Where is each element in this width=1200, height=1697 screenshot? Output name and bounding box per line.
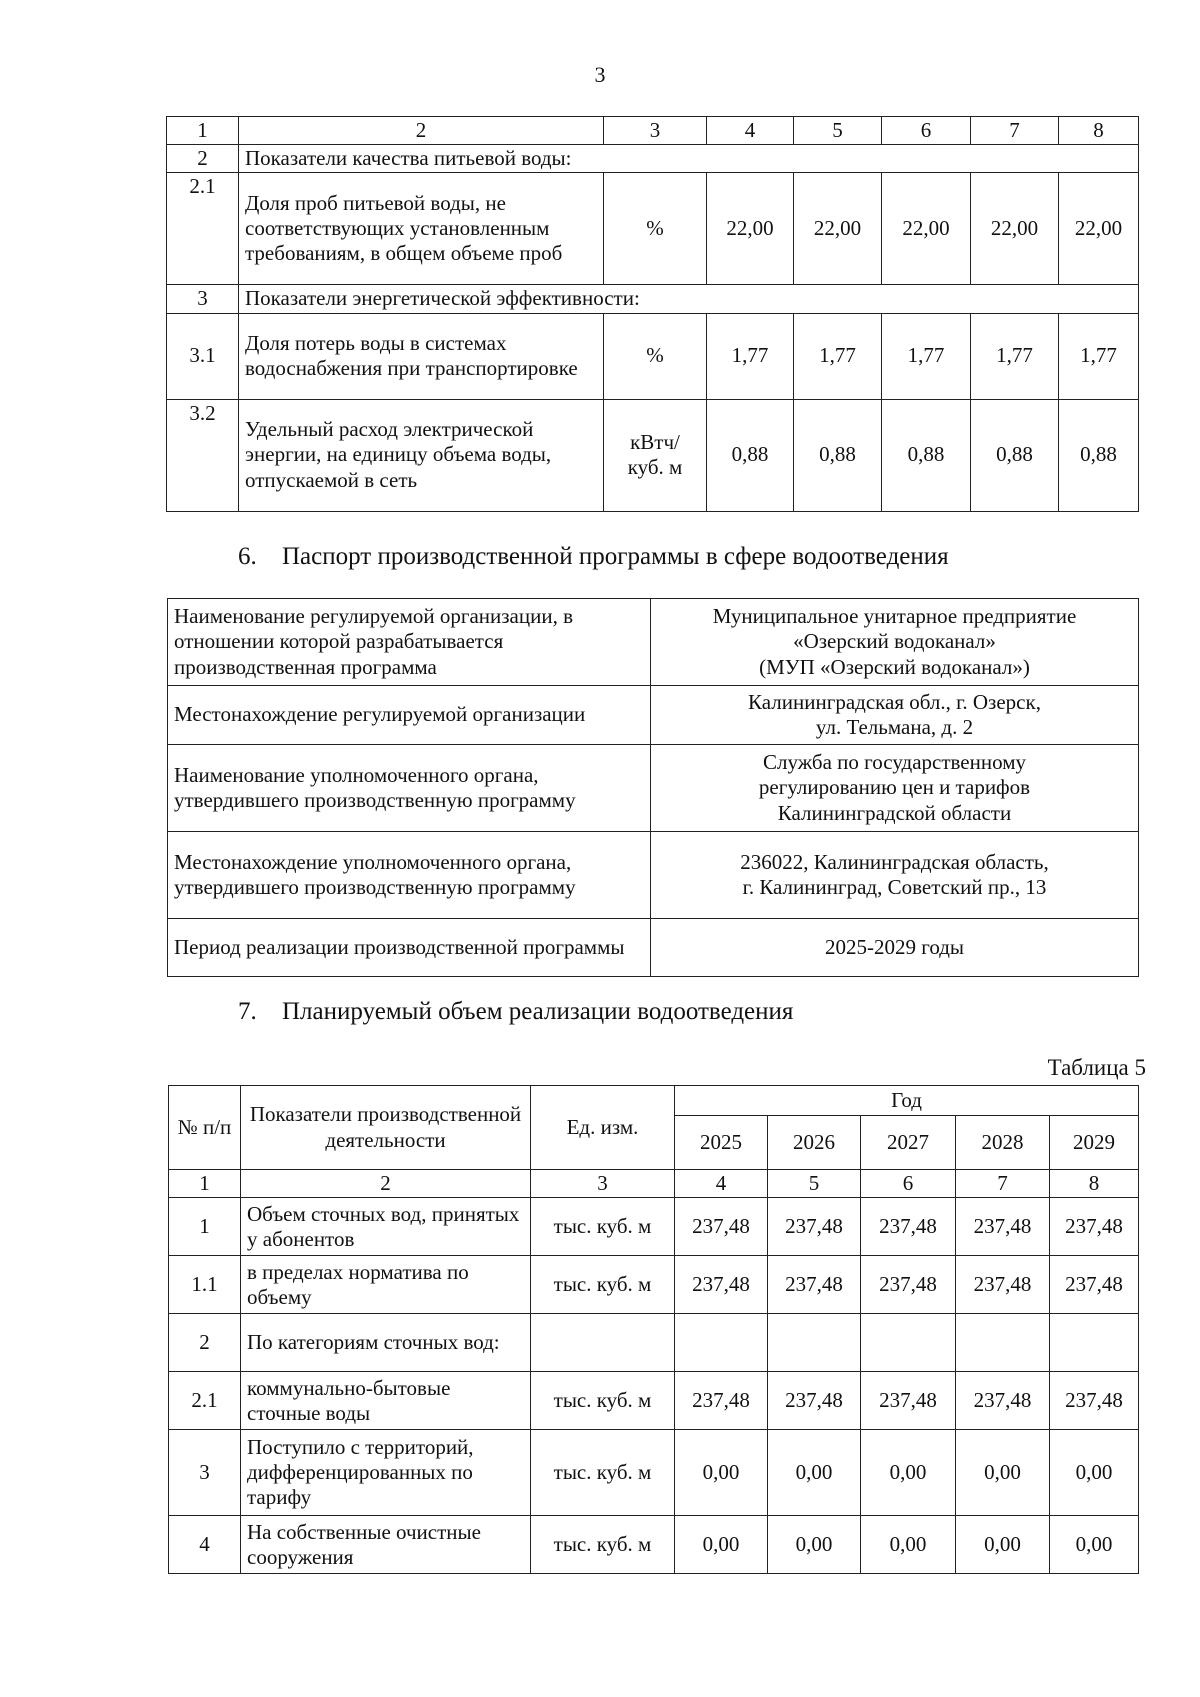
value-cell: 1,77 xyxy=(794,313,882,399)
value-cell: 237,48 xyxy=(1050,1256,1139,1314)
header-num: № п/п xyxy=(169,1086,241,1170)
value-cell: 0,00 xyxy=(768,1516,861,1574)
value-cell: 237,48 xyxy=(1050,1198,1139,1256)
indicator-name: коммунально-бытовые сточные воды xyxy=(241,1372,531,1430)
value-cell: 237,48 xyxy=(675,1372,768,1430)
table-row xyxy=(167,399,1139,511)
column-number-row xyxy=(167,117,1139,145)
table-row xyxy=(169,1372,1139,1430)
column-number: 3 xyxy=(604,117,707,145)
value-cell: 237,48 xyxy=(768,1198,861,1256)
value-cell: 0,00 xyxy=(675,1516,768,1574)
column-number: 2 xyxy=(241,1170,531,1198)
table-row xyxy=(167,313,1139,399)
value-cell: 1,77 xyxy=(971,313,1059,399)
column-number: 3 xyxy=(531,1170,675,1198)
table-row xyxy=(169,1430,1139,1516)
header-row xyxy=(169,1086,1139,1116)
passport-row xyxy=(168,832,1139,919)
unit: % xyxy=(604,173,707,285)
value-cell: 0,00 xyxy=(956,1516,1050,1574)
indicator-name: По категориям сточных вод: xyxy=(241,1314,531,1372)
row-number: 1 xyxy=(169,1198,241,1256)
passport-value xyxy=(651,832,1139,919)
column-number: 1 xyxy=(167,117,239,145)
passport-value xyxy=(651,745,1139,832)
value-cell: 237,48 xyxy=(675,1198,768,1256)
passport-row xyxy=(168,686,1139,745)
section-title: Паспорт производственной программы в сфере водоотведения xyxy=(282,543,949,570)
value-cell: 237,48 xyxy=(861,1256,956,1314)
indicator-name: в пределах норматива по объему xyxy=(241,1256,531,1314)
column-number: 4 xyxy=(675,1170,768,1198)
passport-value-line: 236022, Калининградская область, xyxy=(740,849,1049,874)
value-cell: 237,48 xyxy=(768,1372,861,1430)
section-title: Показатели энергетической эффективности: xyxy=(239,285,1139,313)
value-cell: 237,48 xyxy=(768,1256,861,1314)
row-number: 3.1 xyxy=(167,313,239,399)
table-caption: Таблица 5 xyxy=(1047,1055,1146,1080)
passport-label: Местонахождение уполномоченного органа, утвердившего производственную программу xyxy=(168,832,651,919)
value-cell: 237,48 xyxy=(861,1198,956,1256)
value-cell: 0,88 xyxy=(707,399,794,511)
table-row xyxy=(169,1314,1139,1372)
value-cell: 237,48 xyxy=(675,1256,768,1314)
passport-label: Наименование регулируемой организации, в отношении которой разрабатывается производственная программа xyxy=(168,599,651,686)
column-number: 2 xyxy=(239,117,604,145)
header-year: Год xyxy=(675,1086,1139,1116)
indicator-name: Доля потерь воды в системах водоснабжения при транспортировке xyxy=(239,313,604,399)
unit: тыс. куб. м xyxy=(531,1198,675,1256)
value-cell: 0,00 xyxy=(861,1430,956,1516)
row-number: 1.1 xyxy=(169,1256,241,1314)
row-number: 3 xyxy=(169,1430,241,1516)
section-title: Показатели качества питьевой воды: xyxy=(239,145,1139,173)
value-cell: 0,00 xyxy=(956,1430,1050,1516)
passport-label: Местонахождение регулируемой организации xyxy=(168,686,651,745)
value-cell: 0,88 xyxy=(971,399,1059,511)
passport-value xyxy=(651,686,1139,745)
column-number: 4 xyxy=(707,117,794,145)
passport-value-line: Служба по государственному xyxy=(762,750,1026,775)
section-number: 7. xyxy=(238,998,257,1025)
value-cell: 22,00 xyxy=(1059,173,1139,285)
passport-value-line: ул. Тельмана, д. 2 xyxy=(815,715,974,739)
unit: тыс. куб. м xyxy=(531,1516,675,1574)
passport-value-line: г. Калининград, Советский пр., 13 xyxy=(742,875,1047,899)
passport-value-line: Калининградская обл., г. Озерск, xyxy=(748,689,1041,714)
year-cell: 2025 xyxy=(675,1116,768,1170)
value-cell: 237,48 xyxy=(861,1372,956,1430)
indicator-name: Доля проб питьевой воды, не соответствующих установленным требованиям, в общем объеме проб xyxy=(239,173,604,285)
value-cell: 22,00 xyxy=(794,173,882,285)
table-row xyxy=(167,173,1139,285)
passport-value-line: 2025-2029 годы xyxy=(824,934,965,959)
page-number: 3 xyxy=(594,62,606,87)
value-cell: 0,00 xyxy=(768,1430,861,1516)
indicator-name: Объем сточных вод, принятых у абонентов xyxy=(241,1198,531,1256)
passport-value xyxy=(651,599,1139,686)
value-cell: 1,77 xyxy=(707,313,794,399)
section-row xyxy=(167,285,1139,313)
value-cell: 22,00 xyxy=(707,173,794,285)
value-cell xyxy=(675,1314,768,1372)
value-cell: 0,88 xyxy=(882,399,971,511)
passport-value xyxy=(651,919,1139,977)
value-cell: 1,77 xyxy=(882,313,971,399)
value-cell: 22,00 xyxy=(971,173,1059,285)
column-number: 8 xyxy=(1059,117,1139,145)
row-number: 2 xyxy=(169,1314,241,1372)
unit: тыс. куб. м xyxy=(531,1372,675,1430)
year-cell: 2027 xyxy=(861,1116,956,1170)
value-cell: 0,00 xyxy=(1050,1516,1139,1574)
column-number: 7 xyxy=(971,117,1059,145)
header-unit: Ед. изм. xyxy=(531,1086,675,1170)
value-cell xyxy=(1050,1314,1139,1372)
table-row xyxy=(169,1256,1139,1314)
section-heading-7 xyxy=(238,997,793,1027)
passport-value-line: «Озерский водоканал» xyxy=(793,629,996,654)
passport-table xyxy=(167,598,1139,977)
unit: % xyxy=(604,313,707,399)
table-row xyxy=(169,1516,1139,1574)
year-cell: 2028 xyxy=(956,1116,1050,1170)
indicator-name: Поступило с территорий, дифференцированных по тарифу xyxy=(241,1430,531,1516)
row-number: 2.1 xyxy=(169,1372,241,1430)
unit: тыс. куб. м xyxy=(531,1430,675,1516)
value-cell: 237,48 xyxy=(956,1372,1050,1430)
row-number: 3 xyxy=(167,285,239,313)
passport-value-line: регулированию цен и тарифов xyxy=(758,775,1031,800)
section-title: Планируемый объем реализации водоотведения xyxy=(282,998,794,1025)
indicator-name: На собственные очистные сооружения xyxy=(241,1516,531,1574)
column-number: 7 xyxy=(956,1170,1050,1198)
year-cell: 2026 xyxy=(768,1116,861,1170)
value-cell: 0,00 xyxy=(675,1430,768,1516)
header-indicator: Показатели производственной деятельности xyxy=(241,1086,531,1170)
section-number: 6. xyxy=(238,543,257,570)
value-cell: 0,00 xyxy=(861,1516,956,1574)
passport-label: Период реализации производственной программы xyxy=(168,919,651,977)
passport-row xyxy=(168,745,1139,832)
column-number: 8 xyxy=(1050,1170,1139,1198)
value-cell: 0,00 xyxy=(1050,1430,1139,1516)
passport-value-line: (МУП «Озерский водоканал») xyxy=(759,654,1030,679)
row-number: 3.2 xyxy=(167,399,239,511)
value-cell xyxy=(861,1314,956,1372)
unit: кВтч/ куб. м xyxy=(604,399,707,511)
passport-row xyxy=(168,599,1139,686)
wastewater-volume-table xyxy=(168,1085,1139,1574)
value-cell: 0,88 xyxy=(794,399,882,511)
column-number: 5 xyxy=(794,117,882,145)
row-number: 4 xyxy=(169,1516,241,1574)
quality-indicators-table xyxy=(166,116,1139,512)
value-cell: 237,48 xyxy=(956,1198,1050,1256)
column-number: 1 xyxy=(169,1170,241,1198)
column-number: 6 xyxy=(882,117,971,145)
unit xyxy=(531,1314,675,1372)
value-cell: 237,48 xyxy=(956,1256,1050,1314)
value-cell: 1,77 xyxy=(1059,313,1139,399)
passport-label: Наименование уполномоченного органа, утвердившего производственную программу xyxy=(168,745,651,832)
value-cell: 237,48 xyxy=(1050,1372,1139,1430)
table-row xyxy=(169,1198,1139,1256)
passport-row xyxy=(168,919,1139,977)
value-cell xyxy=(956,1314,1050,1372)
value-cell: 0,88 xyxy=(1059,399,1139,511)
row-number: 2 xyxy=(167,145,239,173)
section-heading-6 xyxy=(238,542,949,572)
column-number-row xyxy=(169,1170,1139,1198)
column-number: 5 xyxy=(768,1170,861,1198)
indicator-name: Удельный расход электрической энергии, на единицу объема воды, отпускаемой в сеть xyxy=(239,399,604,511)
row-number: 2.1 xyxy=(167,173,239,285)
section-row xyxy=(167,145,1139,173)
year-cell: 2029 xyxy=(1050,1116,1139,1170)
passport-value-line: Муниципальное унитарное предприятие xyxy=(712,604,1077,629)
unit: тыс. куб. м xyxy=(531,1256,675,1314)
value-cell: 22,00 xyxy=(882,173,971,285)
column-number: 6 xyxy=(861,1170,956,1198)
passport-value-line: Калининградской области xyxy=(777,800,1012,825)
value-cell xyxy=(768,1314,861,1372)
